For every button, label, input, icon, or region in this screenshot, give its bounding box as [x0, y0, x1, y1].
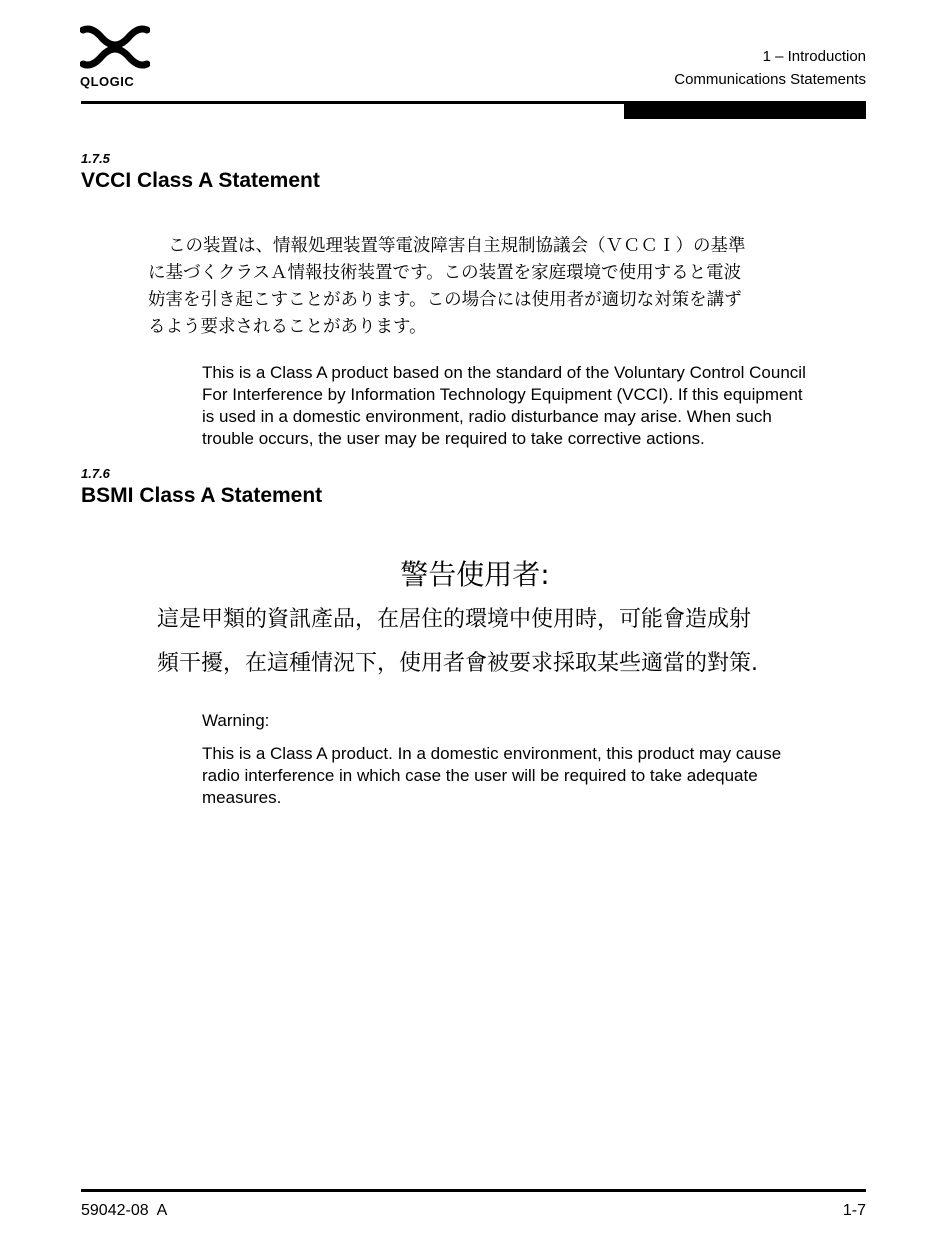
english-line: For Interference by Information Technology Equipment (VCCI). If this equipment: [202, 385, 803, 404]
english-line: radio interference in which case the user will be required to take adequate: [202, 766, 758, 785]
heading-bsmi: BSMI Class A Statement: [81, 484, 323, 507]
footer-rule: [81, 1189, 866, 1192]
header-tab-bar: [624, 103, 866, 119]
chinese-line: 這是甲類的資訊產品，在居住的環境中使用時，可能會造成射: [157, 607, 752, 632]
chinese-line: 頻干擾，在這種情況下，使用者會被要求採取某些適當的對策.: [157, 651, 758, 676]
heading-vcci: VCCI Class A Statement: [81, 169, 320, 192]
section-title: Communications Statements: [674, 71, 866, 88]
english-line: This is a Class A product. In a domestic environment, this product may cause: [202, 744, 782, 763]
page-number: 1-7: [842, 1202, 866, 1219]
running-header: [674, 45, 866, 91]
vcci-japanese-statement: [148, 233, 808, 341]
bsmi-chinese-title: 警告使用者:: [400, 558, 550, 591]
english-line: trouble occurs, the user may be required to take corrective actions.: [202, 429, 705, 448]
qlogic-logo: [80, 24, 150, 94]
bsmi-chinese-statement: [157, 598, 837, 686]
warning-label: Warning:: [202, 711, 270, 730]
logo-wordmark: QLOGIC: [80, 74, 135, 89]
qlogic-logo-icon: [80, 24, 150, 70]
japanese-line: この装置は、情報処理装置等電波障害自主規制協議会（ＶＣＣＩ）の基準: [168, 236, 746, 256]
english-line: measures.: [202, 788, 282, 807]
japanese-line: に基づくクラスＡ情報技術装置です。この装置を家庭環境で使用すると電波: [148, 263, 742, 283]
chapter-title: 1 – Introduction: [762, 48, 866, 65]
japanese-line: 妨害を引き起こすことがあります。この場合には使用者が適切な対策を講ず: [148, 290, 742, 310]
english-line: is used in a domestic environment, radio disturbance may arise. When such: [202, 407, 772, 426]
japanese-line: るよう要求されることがあります。: [148, 317, 427, 337]
section-number-vcci: 1.7.5: [81, 151, 110, 166]
document-number: 59042-08 A: [81, 1202, 168, 1219]
section-number-bsmi: 1.7.6: [81, 466, 110, 481]
english-line: This is a Class A product based on the standard of the Voluntary Control Council: [202, 363, 806, 382]
vcci-english-statement: [202, 362, 866, 450]
bsmi-english-statement: [202, 743, 866, 809]
